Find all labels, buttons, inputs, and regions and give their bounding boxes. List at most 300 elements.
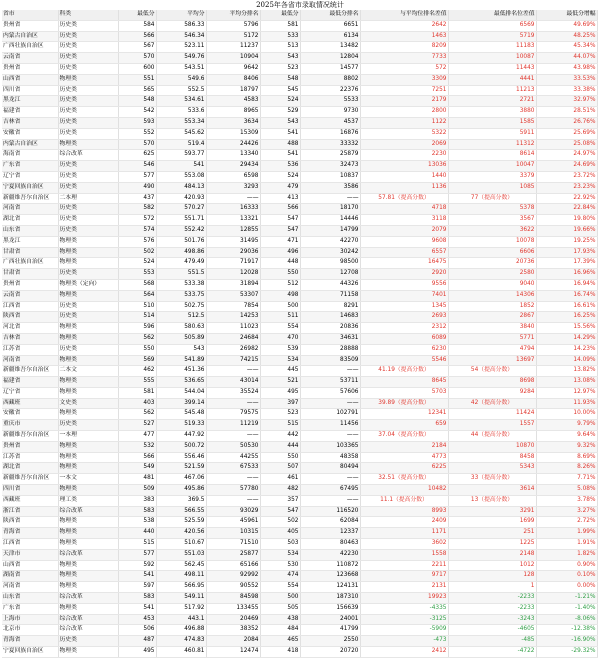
table-cell: 505 — [260, 603, 300, 614]
table-cell: 24001 — [300, 614, 360, 625]
table-cell: 5911 — [448, 128, 536, 139]
table-cell: 10904 — [206, 53, 260, 64]
table-cell: 四川省 — [2, 485, 58, 496]
table-cell: 9.32% — [536, 441, 597, 452]
table-cell: 31495 — [206, 236, 260, 247]
table-cell: 历史类 — [58, 420, 118, 431]
table-cell: 24684 — [206, 333, 260, 344]
table-cell: 3293 — [206, 182, 260, 193]
table-row — [2, 398, 597, 409]
table-cell: 562 — [118, 333, 156, 344]
table-cell: 8.26% — [536, 463, 597, 474]
table-cell: 581 — [260, 20, 300, 31]
table-cell: 历史类 — [58, 85, 118, 96]
col-header[interactable]: 最低分排名 — [300, 10, 360, 20]
table-row — [2, 182, 597, 193]
table-cell: 6569 — [448, 20, 536, 31]
table-cell: 98500 — [300, 258, 360, 269]
table-cell: 562.45 — [156, 560, 206, 571]
table-cell: 3586 — [300, 182, 360, 193]
table-cell: 488 — [260, 139, 300, 150]
table-row — [2, 85, 597, 96]
table-cell: 542 — [118, 107, 156, 118]
table-cell: 420.56 — [156, 528, 206, 539]
table-cell: 593 — [118, 117, 156, 128]
table-cell: 597 — [118, 582, 156, 593]
table-cell: 13697 — [448, 355, 536, 366]
table-cell: 物理类 — [58, 560, 118, 571]
table-cell: —— — [206, 398, 260, 409]
table-cell: 440 — [118, 528, 156, 539]
table-cell: 物理类 — [58, 247, 118, 258]
table-cell: 新疆维吾尔自治区 — [2, 366, 58, 377]
table-cell: 30242 — [300, 247, 360, 258]
table-cell: 物理类 — [58, 323, 118, 334]
table-cell: 10087 — [448, 53, 536, 64]
table-cell: 19.25% — [536, 236, 597, 247]
table-cell: 3.78% — [536, 495, 597, 506]
table-cell: 437 — [118, 193, 156, 204]
table-cell: 一本理 — [58, 431, 118, 442]
col-header[interactable]: 平均分 — [156, 10, 206, 20]
table-cell: 9040 — [448, 279, 536, 290]
table-cell: 128 — [448, 571, 536, 582]
table-cell: 8209 — [360, 42, 448, 53]
table-cell: 156639 — [300, 603, 360, 614]
table-cell: 460.81 — [156, 647, 206, 658]
table-row — [2, 431, 597, 442]
table-row — [2, 441, 597, 452]
table-cell: 568 — [118, 279, 156, 290]
table-cell: 14799 — [300, 225, 360, 236]
table-cell: 物理类 — [58, 387, 118, 398]
table-cell: 2920 — [360, 269, 448, 280]
table-cell: 内蒙古自治区 — [2, 139, 58, 150]
table-cell: 543.51 — [156, 63, 206, 74]
table-cell: 403 — [118, 398, 156, 409]
table-cell: 545 — [260, 85, 300, 96]
table-cell: 3614 — [448, 485, 536, 496]
table-cell: 历史类 — [58, 182, 118, 193]
table-cell: 2693 — [360, 312, 448, 323]
table-cell: 33.38% — [536, 85, 597, 96]
table-cell: 2069 — [360, 139, 448, 150]
table-cell: 15309 — [206, 128, 260, 139]
table-cell: 438 — [260, 614, 300, 625]
table-cell: 552 — [118, 128, 156, 139]
table-cell: -5909 — [360, 625, 448, 636]
table-cell: 15.56% — [536, 323, 597, 334]
table-row — [2, 517, 597, 528]
table-cell: 0.90% — [536, 560, 597, 571]
table-cell: 524 — [118, 258, 156, 269]
table-cell: 山西省 — [2, 560, 58, 571]
table-cell: 19.66% — [536, 225, 597, 236]
table-cell: 1585 — [448, 117, 536, 128]
table-cell: —— — [206, 474, 260, 485]
table-cell: 5.08% — [536, 485, 597, 496]
table-cell: 安徽省 — [2, 128, 58, 139]
table-cell: 2148 — [448, 549, 536, 560]
table-cell: 12.97% — [536, 387, 597, 398]
table-cell: 2867 — [448, 312, 536, 323]
table-cell: 405 — [260, 528, 300, 539]
table-cell: 河北省 — [2, 323, 58, 334]
table-cell: 49.69% — [536, 20, 597, 31]
table-cell: 525.59 — [156, 517, 206, 528]
table-cell: 文史类 — [58, 398, 118, 409]
table-cell: 470 — [260, 333, 300, 344]
table-cell: 44（提高分数） — [448, 431, 536, 442]
table-cell: 历史类 — [58, 636, 118, 647]
table-cell: 133455 — [206, 603, 260, 614]
table-cell: 江苏省 — [2, 452, 58, 463]
table-row — [2, 549, 597, 560]
table-cell: 11023 — [206, 323, 260, 334]
table-cell: 3.27% — [536, 506, 597, 517]
table-cell: 历史类 — [58, 42, 118, 53]
table-cell: 5546 — [360, 355, 448, 366]
table-cell: 552.5 — [156, 85, 206, 96]
table-cell: 57.81（提高分数） — [360, 193, 448, 204]
table-cell: 贵州省 — [2, 20, 58, 31]
table-cell: 41799 — [300, 625, 360, 636]
table-cell: 11443 — [448, 63, 536, 74]
table-cell: 历史类 — [58, 107, 118, 118]
page-title: 2025年各省市录取情况统计 — [256, 1, 344, 9]
table-cell: 543 — [260, 117, 300, 128]
table-cell: 18797 — [206, 85, 260, 96]
table-cell: 500 — [260, 593, 300, 604]
table-cell: 503 — [260, 539, 300, 550]
table-row — [2, 312, 597, 323]
table-row — [2, 20, 597, 31]
table-cell: 44255 — [206, 452, 260, 463]
table-cell: 3840 — [448, 323, 536, 334]
table-cell: 辽宁省 — [2, 387, 58, 398]
table-cell: 116520 — [300, 506, 360, 517]
table-cell: 524 — [260, 96, 300, 107]
table-cell: 515 — [118, 539, 156, 550]
table-cell: 9284 — [448, 387, 536, 398]
table-cell: 云南省 — [2, 290, 58, 301]
table-cell: 32.97% — [536, 96, 597, 107]
table-row — [2, 128, 597, 139]
table-cell: 572 — [118, 215, 156, 226]
table-cell: 新疆维吾尔自治区 — [2, 193, 58, 204]
table-cell: 陕西省 — [2, 312, 58, 323]
table-cell: 福建省 — [2, 107, 58, 118]
table-cell: 5378 — [448, 204, 536, 215]
table-cell: 贵州省 — [2, 279, 58, 290]
table-cell: 湖北省 — [2, 215, 58, 226]
table-cell: 553.08 — [156, 171, 206, 182]
col-header[interactable]: 最低分 — [260, 10, 300, 20]
table-cell: 443.1 — [156, 614, 206, 625]
col-header[interactable]: 最低分 — [118, 10, 156, 20]
table-cell: 42270 — [300, 236, 360, 247]
table-cell: 357 — [260, 495, 300, 506]
table-cell: 33332 — [300, 139, 360, 150]
table-cell: 物理类 — [58, 647, 118, 658]
admission-table — [2, 10, 598, 658]
table-cell: 71158 — [300, 290, 360, 301]
table-cell: -4605 — [448, 625, 536, 636]
table-cell: 496 — [260, 247, 300, 258]
table-cell: 498.86 — [156, 247, 206, 258]
table-cell: 541 — [156, 161, 206, 172]
table-cell: 18170 — [300, 204, 360, 215]
table-cell: 50530 — [206, 441, 260, 452]
table-cell: 物理类 — [58, 452, 118, 463]
table-cell: 538 — [118, 517, 156, 528]
table-cell: 465 — [260, 636, 300, 647]
table-row — [2, 150, 597, 161]
table-cell: 历史类 — [58, 128, 118, 139]
table-cell: 8614 — [448, 150, 536, 161]
table-cell: 576 — [118, 236, 156, 247]
table-cell: 534 — [260, 549, 300, 560]
table-cell: 28.51% — [536, 107, 597, 118]
table-cell: 综合改革 — [58, 150, 118, 161]
table-cell: 3291 — [448, 506, 536, 517]
table-cell: 543 — [260, 53, 300, 64]
table-cell: 历史类 — [58, 301, 118, 312]
col-header[interactable]: 最低分增幅 — [536, 10, 597, 20]
table-cell: 理工类 — [58, 495, 118, 506]
table-cell: 11.1（提高分数） — [360, 495, 448, 506]
table-row — [2, 171, 597, 182]
table-cell: -12.38% — [536, 625, 597, 636]
col-header[interactable]: 与平均位排名差值 — [360, 10, 448, 20]
table-cell: 92992 — [206, 571, 260, 582]
table-cell: 16.61% — [536, 301, 597, 312]
table-cell: 80463 — [300, 539, 360, 550]
table-cell: 青海省 — [2, 636, 58, 647]
table-cell: 11424 — [448, 409, 536, 420]
table-cell: 547 — [260, 215, 300, 226]
table-cell: —— — [206, 193, 260, 204]
table-row — [2, 279, 597, 290]
table-cell: 442 — [260, 431, 300, 442]
table-row — [2, 614, 597, 625]
table-cell: 29036 — [206, 247, 260, 258]
table-cell: 福建省 — [2, 377, 58, 388]
table-cell: 541.89 — [156, 355, 206, 366]
table-cell: 2084 — [206, 636, 260, 647]
table-cell: —— — [206, 431, 260, 442]
table-row — [2, 582, 597, 593]
table-row — [2, 31, 597, 42]
table-cell: 41.19（提高分数） — [360, 366, 448, 377]
table-row — [2, 636, 597, 647]
table-row — [2, 290, 597, 301]
table-cell: 17.93% — [536, 247, 597, 258]
table-cell: 502.75 — [156, 301, 206, 312]
table-cell: 10315 — [206, 528, 260, 539]
table-cell: 515 — [260, 420, 300, 431]
table-cell: 24.97% — [536, 150, 597, 161]
table-row — [2, 236, 597, 247]
table-cell: 582 — [118, 204, 156, 215]
table-cell: 524 — [260, 171, 300, 182]
table-cell: 6089 — [360, 333, 448, 344]
table-cell: 1557 — [448, 420, 536, 431]
table-cell: 514 — [118, 312, 156, 323]
table-row — [2, 571, 597, 582]
table-cell: 9.64% — [536, 431, 597, 442]
table-cell: 102791 — [300, 409, 360, 420]
table-cell: 553.34 — [156, 117, 206, 128]
table-cell: 397 — [260, 398, 300, 409]
table-cell: 辽宁省 — [2, 171, 58, 182]
table-cell: 物理类 — [58, 377, 118, 388]
table-row — [2, 387, 597, 398]
table-row — [2, 625, 597, 636]
table-cell: 陕西省 — [2, 517, 58, 528]
table-cell: 26.76% — [536, 117, 597, 128]
col-header[interactable]: 最低排名位差值 — [448, 10, 536, 20]
table-row — [2, 42, 597, 53]
table-cell: 1852 — [448, 301, 536, 312]
table-cell: 556.46 — [156, 452, 206, 463]
table-cell: 物理类 — [58, 236, 118, 247]
table-row — [2, 53, 597, 64]
table-cell: 13036 — [360, 161, 448, 172]
table-cell: 1136 — [360, 182, 448, 193]
table-cell: 462 — [118, 366, 156, 377]
table-cell: 507 — [260, 463, 300, 474]
table-cell: 552.42 — [156, 225, 206, 236]
table-cell: 14306 — [448, 290, 536, 301]
table-cell: 8458 — [448, 452, 536, 463]
table-cell: 16.25% — [536, 312, 597, 323]
table-cell: 536 — [260, 161, 300, 172]
col-header[interactable]: 科类 — [58, 10, 118, 20]
table-cell: 533.6 — [156, 107, 206, 118]
table-cell: 541 — [260, 150, 300, 161]
table-cell: 9717 — [360, 571, 448, 582]
table-cell: 历史类 — [58, 215, 118, 226]
table-cell: 54（提高分数） — [448, 366, 536, 377]
table-cell: 550 — [118, 344, 156, 355]
table-row — [2, 258, 597, 269]
table-cell: 83509 — [300, 355, 360, 366]
table-cell: 综合改革 — [58, 593, 118, 604]
table-cell: 551 — [118, 74, 156, 85]
table-cell: 545.62 — [156, 128, 206, 139]
table-cell: 572 — [360, 63, 448, 74]
table-cell: 544.04 — [156, 387, 206, 398]
table-cell: 16.94% — [536, 279, 597, 290]
table-cell: 综合改革 — [58, 549, 118, 560]
table-cell: 25.69% — [536, 128, 597, 139]
table-cell: 20736 — [448, 258, 536, 269]
table-cell: 541 — [118, 571, 156, 582]
table-cell: 495 — [118, 647, 156, 658]
table-cell: 77（提高分数） — [448, 193, 536, 204]
table-cell: 512 — [260, 279, 300, 290]
table-cell: 251 — [448, 528, 536, 539]
table-row — [2, 225, 597, 236]
table-cell: 510.67 — [156, 539, 206, 550]
col-header[interactable]: 平均分排名 — [206, 10, 260, 20]
table-cell: 521 — [260, 377, 300, 388]
table-cell: 2550 — [300, 636, 360, 647]
table-cell: 539 — [260, 344, 300, 355]
table-cell: 474 — [260, 571, 300, 582]
table-cell: 河南省 — [2, 355, 58, 366]
table-cell: 吉林省 — [2, 117, 58, 128]
table-cell: 555 — [118, 377, 156, 388]
table-cell: 583 — [118, 506, 156, 517]
table-cell: 9608 — [360, 236, 448, 247]
table-cell: 2642 — [360, 20, 448, 31]
table-cell: 历史类 — [58, 31, 118, 42]
table-cell: 2.72% — [536, 517, 597, 528]
table-cell: 592 — [118, 560, 156, 571]
table-cell: 1225 — [448, 539, 536, 550]
table-cell: 物理类 — [58, 517, 118, 528]
table-cell: 甘肃省 — [2, 269, 58, 280]
table-cell: 5703 — [360, 387, 448, 398]
table-cell: 123668 — [300, 571, 360, 582]
table-cell: 海南省 — [2, 150, 58, 161]
table-cell: 90552 — [206, 582, 260, 593]
table-cell: 1085 — [448, 182, 536, 193]
table-cell: 519.4 — [156, 139, 206, 150]
table-cell: 物理类 — [58, 74, 118, 85]
table-cell: 3622 — [448, 225, 536, 236]
table-cell: 1.82% — [536, 549, 597, 560]
table-cell: 14.29% — [536, 333, 597, 344]
table-cell: 综合改革 — [58, 625, 118, 636]
table-row — [2, 139, 597, 150]
table-cell: 659 — [360, 420, 448, 431]
table-cell: 42（提高分数） — [448, 398, 536, 409]
table-cell: 6598 — [206, 171, 260, 182]
table-cell: 2211 — [360, 560, 448, 571]
table-cell: 1122 — [360, 117, 448, 128]
table-cell: 14683 — [300, 312, 360, 323]
table-cell: 8406 — [206, 74, 260, 85]
table-cell: 10870 — [448, 441, 536, 452]
table-cell: 31894 — [206, 279, 260, 290]
table-cell: 11456 — [300, 420, 360, 431]
table-row — [2, 560, 597, 571]
col-header[interactable]: 省市 — [2, 10, 58, 20]
table-cell: 519.33 — [156, 420, 206, 431]
table-cell: 河南省 — [2, 204, 58, 215]
table-cell: 2312 — [360, 323, 448, 334]
table-cell: 549.6 — [156, 74, 206, 85]
table-cell: 33.53% — [536, 74, 597, 85]
table-cell: 471 — [260, 236, 300, 247]
table-cell: 444 — [260, 441, 300, 452]
table-cell: 8965 — [206, 107, 260, 118]
table-cell: 498 — [260, 290, 300, 301]
table-cell: 500.72 — [156, 441, 206, 452]
table-row — [2, 528, 597, 539]
table-cell: 11183 — [448, 42, 536, 53]
table-cell: 4718 — [360, 204, 448, 215]
table-cell: 16333 — [206, 204, 260, 215]
table-cell: -8.06% — [536, 614, 597, 625]
table-cell: 586.33 — [156, 20, 206, 31]
table-cell: 43.98% — [536, 63, 597, 74]
table-cell: 物理类（定向） — [58, 279, 118, 290]
table-cell: 广东省 — [2, 603, 58, 614]
